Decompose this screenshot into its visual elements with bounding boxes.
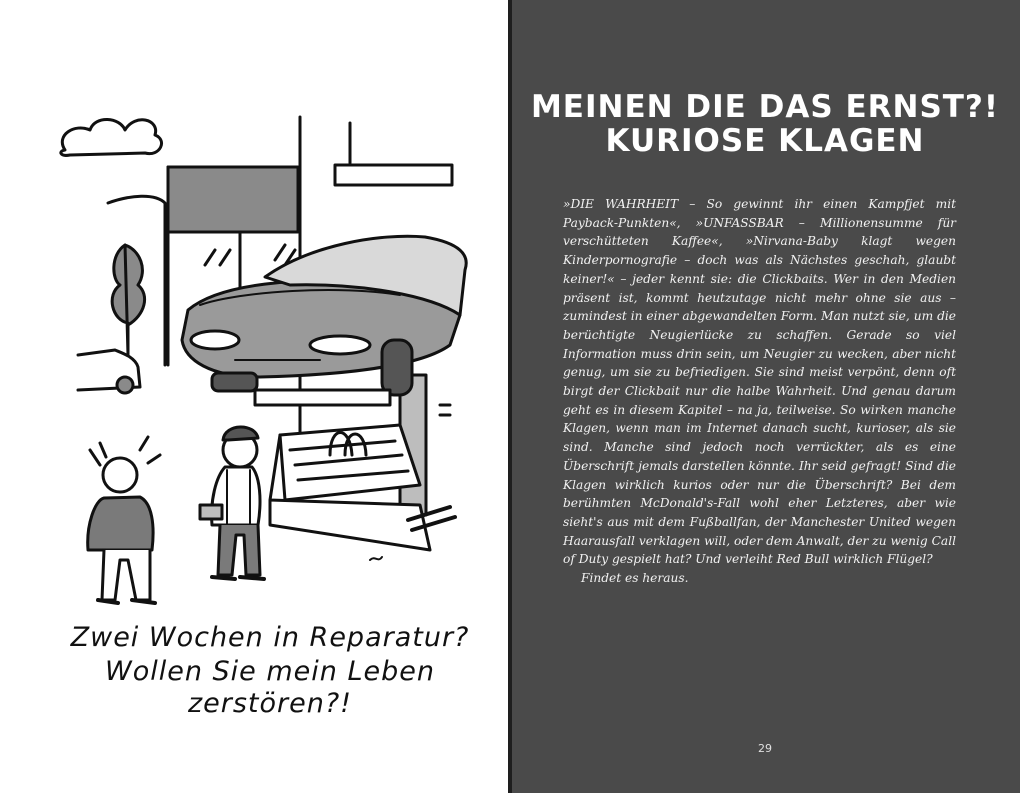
- cartoon-caption-line-3: zerstören?!: [187, 688, 353, 719]
- cartoon-caption-line-2: Wollen Sie mein Leben: [105, 656, 435, 687]
- page-number: 29: [758, 742, 772, 755]
- chapter-body: [563, 195, 956, 588]
- chapter-title-line-2: KURIOSE KLAGEN: [605, 123, 925, 159]
- car-repair-cartoon: [40, 105, 490, 615]
- chapter-title-line-1: MEINEN DIE DAS ERNST?!: [530, 89, 1000, 125]
- body-paragraph-1: »DIE WAHRHEIT – So gewinnt ihr einen Kampfjet mit Payback-Punkten«, »UNFASSBAR – Millionensumme für verschütteten Kaffee«, »Nirvana-Baby klagt wegen Kinderpornografie – doch was als Nächstes geschah, glaubt keiner!« – jeder kennt sie: die Clickbaits. Wer in den Medien präsent ist, kommt heutzutage nicht mehr ohne sie aus – zumindest in einer abgewandelten Form. Man nutzt sie, um die berüchtigte Neugierlücke zu schaffen. Gerade so viel Information muss drin sein, um Neugier zu wecken, aber nicht genug, um sie zu befriedigen. Sie sind meist verpönt, denn oft birgt der Clickbait nur die halbe Wahrheit. Und genau darum geht es in diesem Kapitel – na ja, teilweise. So wirken manche Klagen, wenn man im Internet danach sucht, kurioser, als sie sind. Manche sind jedoch noch verrückter, als es eine Überschrift jemals darstellen könnte. Ihr seid gefragt! Sind die Klagen wirklich kurios oder nur die Überschrift? Bei dem berühmten McDonald's-Fall wohl eher Letzteres, aber wie sieht's aus mit dem Fußballfan, der Manchester United wegen Haarausfall verklagen will, oder dem Anwalt, der zu wenig Call of Duty gespielt hat? Und verleiht Red Bull wirklich Flügel?: [563, 197, 956, 567]
- body-paragraph-2: Findet es heraus.: [581, 571, 689, 586]
- cartoon-caption-line-1: Zwei Wochen in Reparatur?: [70, 622, 470, 653]
